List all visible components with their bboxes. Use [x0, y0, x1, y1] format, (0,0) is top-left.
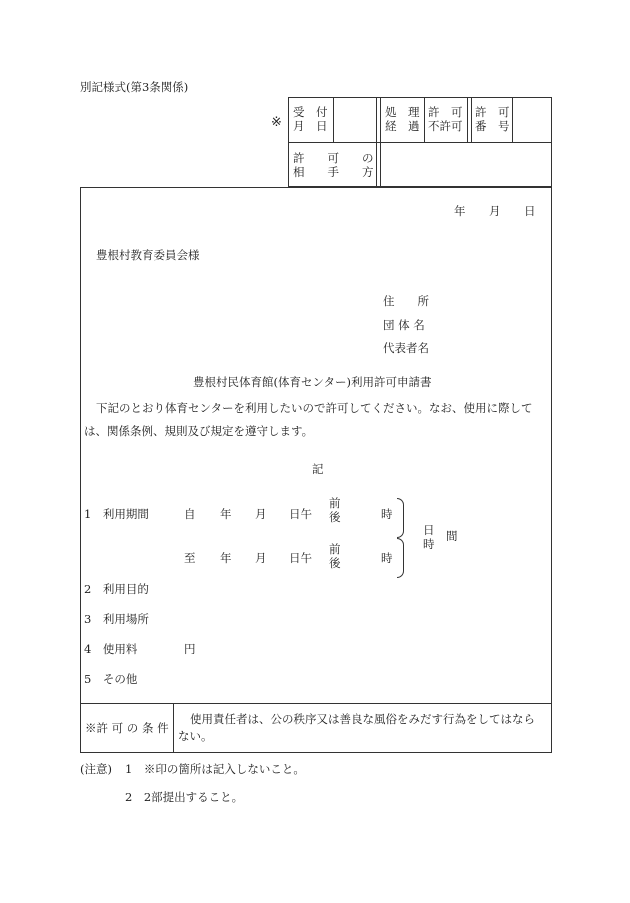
brace-bottom [397, 538, 404, 578]
from-year: 年 [220, 507, 232, 521]
fee-label: 4 使用料 [84, 642, 138, 656]
fee-unit: 円 [184, 642, 196, 656]
to-hour: 時 [381, 551, 393, 565]
period-label: 1 利用期間 [84, 507, 149, 521]
conditions-text-2: ない。 [178, 729, 213, 743]
to-label: 至 [184, 551, 196, 565]
conditions-label: ※許 可 の 条 件 [85, 721, 169, 735]
uketsuke-cell: 受 付 月 日 [293, 105, 328, 133]
purpose-label: 2 利用目的 [84, 582, 149, 596]
note-2: 2 2部提出すること。 [125, 790, 244, 804]
form-label: 別記様式(第3条関係) [80, 80, 189, 94]
to-year: 年 [220, 551, 232, 565]
asterisk-mark: ※ [271, 115, 282, 130]
from-hour: 時 [381, 507, 393, 521]
date-year: 年 [454, 204, 466, 218]
total-day-hour: 日 時 [423, 523, 435, 551]
from-label: 自 [184, 507, 196, 521]
from-day-ampm: 日午 [289, 507, 312, 521]
to-ampm: 前 後 [329, 542, 341, 570]
applicant-address: 住 所 [383, 294, 429, 308]
total-between: 間 [446, 529, 458, 543]
shori-keika-cell: 処 理 経 過 [385, 105, 420, 133]
other-label: 5 その他 [84, 672, 138, 686]
body-line-1: 下記のとおり体育センターを利用したいので許可してください。なお、使用に際して [96, 401, 533, 415]
ki-heading: 記 [312, 462, 324, 476]
conditions-text-1: 使用責任者は、公の秩序又は善良な風俗をみだす行為をしてはなら [190, 712, 535, 726]
to-month: 月 [255, 551, 267, 565]
kyoka-fukyoka-cell: 許 可 不許可 [428, 105, 463, 133]
kyoka-aite-cell: 許 可 の 相 手 方 [293, 151, 374, 179]
applicant-representative: 代表者名 [383, 341, 429, 355]
notes-label: (注意) [80, 762, 112, 776]
form-title: 豊根村民体育館(体育センター)利用許可申請書 [193, 375, 432, 389]
date-month: 月 [489, 204, 501, 218]
to-day-ampm: 日午 [289, 551, 312, 565]
from-ampm: 前 後 [329, 496, 341, 524]
addressee: 豊根村教育委員会様 [96, 248, 200, 262]
applicant-group: 団 体 名 [383, 318, 425, 332]
brace-top [397, 498, 404, 538]
from-month: 月 [255, 507, 267, 521]
date-day: 日 [524, 204, 536, 218]
kyoka-bango-cell: 許 可 番 号 [475, 105, 510, 133]
note-1: 1 ※印の箇所は記入しないこと。 [125, 762, 305, 776]
body-line-2: は、関係条例、規則及び規定を遵守します。 [84, 424, 314, 438]
place-label: 3 利用場所 [84, 612, 149, 626]
